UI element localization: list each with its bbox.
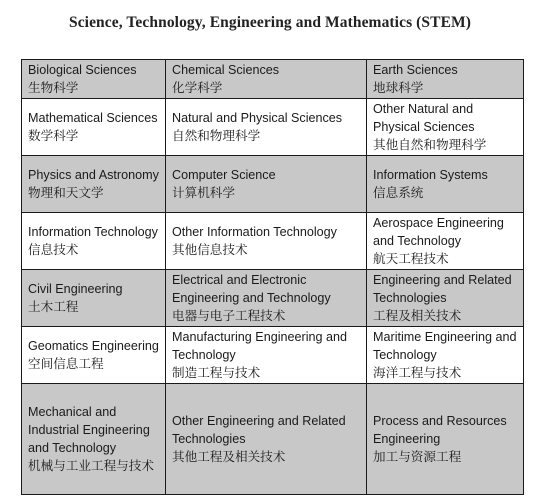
subject-name-zh: 其他自然和物理科学 bbox=[373, 137, 487, 152]
subject-name-en: Electrical and Electronic Engineering and Technology bbox=[172, 273, 331, 305]
subject-name-zh: 其他信息技术 bbox=[172, 242, 248, 257]
subject-name-en: Mechanical and Industrial Engineering and Technology bbox=[28, 405, 150, 455]
subject-name-en: Other Information Technology bbox=[172, 225, 337, 239]
table-cell bbox=[22, 156, 166, 213]
subject-name-en: Mathematical Sciences bbox=[28, 111, 158, 125]
subject-name-en: Natural and Physical Sciences bbox=[172, 111, 343, 125]
subject-name-en: Process and Resources Engineering bbox=[373, 414, 507, 446]
page-title: Science, Technology, Engineering and Mathematics (STEM) bbox=[68, 14, 472, 31]
subject-name-en: Computer Science bbox=[172, 168, 276, 182]
subject-name-zh: 物理和天文学 bbox=[28, 185, 104, 200]
subject-name-en: Physics and Astronomy bbox=[28, 168, 159, 182]
subject-name-zh: 土木工程 bbox=[28, 299, 79, 314]
subject-name-zh: 空间信息工程 bbox=[28, 356, 104, 371]
table-cell bbox=[367, 156, 524, 213]
subject-name-zh: 生物科学 bbox=[28, 80, 79, 95]
table-row bbox=[22, 327, 524, 384]
table-row bbox=[22, 270, 524, 327]
subject-name-zh: 制造工程与技术 bbox=[172, 365, 261, 380]
subject-name-en: Engineering and Related Technologies bbox=[373, 273, 512, 305]
subject-name-en: Information Technology bbox=[28, 225, 158, 239]
subject-name-en: Biological Sciences bbox=[28, 63, 137, 77]
table-cell bbox=[367, 327, 524, 384]
table-cell bbox=[166, 156, 367, 213]
table-cell bbox=[22, 213, 166, 270]
subject-name-zh: 信息技术 bbox=[28, 242, 79, 257]
table-cell bbox=[166, 60, 367, 99]
subject-name-zh: 信息系统 bbox=[373, 185, 424, 200]
subject-name-zh: 工程及相关技术 bbox=[373, 308, 462, 323]
table-cell bbox=[166, 327, 367, 384]
table-cell bbox=[166, 99, 367, 156]
subject-name-en: Chemical Sciences bbox=[172, 63, 280, 77]
subject-name-zh: 地球科学 bbox=[373, 80, 424, 95]
table-cell bbox=[367, 60, 524, 99]
table-cell bbox=[22, 327, 166, 384]
subject-name-zh: 其他工程及相关技术 bbox=[172, 449, 286, 464]
table-cell bbox=[166, 270, 367, 327]
subject-name-zh: 化学科学 bbox=[172, 80, 223, 95]
subject-name-en: Other Engineering and Related Technologies bbox=[172, 414, 346, 446]
table-cell bbox=[22, 60, 166, 99]
subject-name-en: Civil Engineering bbox=[28, 282, 123, 296]
subject-name-zh: 数学科学 bbox=[28, 128, 79, 143]
subject-name-en: Information Systems bbox=[373, 168, 488, 182]
subject-name-zh: 计算机科学 bbox=[172, 185, 235, 200]
table-cell bbox=[367, 384, 524, 495]
subject-name-en: Manufacturing Engineering and Technology bbox=[172, 330, 348, 362]
subject-name-zh: 自然和物理科学 bbox=[172, 128, 261, 143]
table-cell bbox=[367, 99, 524, 156]
table-row bbox=[22, 213, 524, 270]
table-cell bbox=[22, 99, 166, 156]
subject-name-en: Earth Sciences bbox=[373, 63, 458, 77]
table-cell bbox=[367, 213, 524, 270]
subject-name-en: Maritime Engineering and Technology bbox=[373, 330, 517, 362]
subject-name-en: Aerospace Engineering and Technology bbox=[373, 216, 504, 248]
table-cell bbox=[166, 213, 367, 270]
table-row bbox=[22, 384, 524, 495]
subject-name-zh: 机械与工业工程与技术 bbox=[28, 458, 154, 473]
subject-name-en: Geomatics Engineering bbox=[28, 339, 159, 353]
table-cell bbox=[367, 270, 524, 327]
table-cell bbox=[22, 270, 166, 327]
table-row bbox=[22, 156, 524, 213]
stem-subject-table bbox=[21, 59, 524, 495]
subject-name-en: Other Natural and Physical Sciences bbox=[373, 102, 475, 134]
table-row bbox=[22, 60, 524, 99]
table-row bbox=[22, 99, 524, 156]
subject-name-zh: 电器与电子工程技术 bbox=[172, 308, 286, 323]
subject-name-zh: 加工与资源工程 bbox=[373, 449, 462, 464]
subject-name-zh: 航天工程技术 bbox=[373, 251, 449, 266]
table-cell bbox=[22, 384, 166, 495]
subject-name-zh: 海洋工程与技术 bbox=[373, 365, 462, 380]
table-cell bbox=[166, 384, 367, 495]
